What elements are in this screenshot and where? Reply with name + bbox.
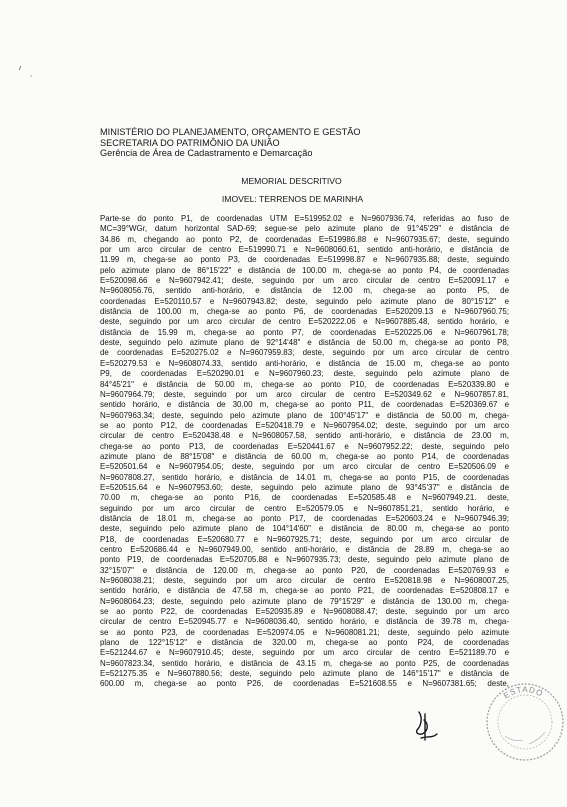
body-line: 600.00 m, chega-se ao ponto P26, de coordenadas E=521608.55 e N=9607381.65; deste,	[100, 679, 509, 689]
body-line: coordenadas E=520110.57 e N=9607943.82; deste, seguindo pelo azimute plano de 80°15'12" e	[100, 296, 509, 306]
document-title: MEMORIAL DESCRITIVO	[241, 176, 342, 186]
memorial-body	[100, 214, 509, 690]
body-line: MC=39°WGr, datum horizontal SAD-69; segue-se pelo azimute plano de 91°45'29" e distância de	[100, 224, 509, 234]
letterhead	[100, 127, 500, 159]
body-line: circular de centro E=520438.48 e N=9608057.58, sentido anti-horário, e distância de 23.00 m,	[100, 431, 509, 441]
body-line: 32°15'07" e distância de 120.00 m, chega-se ao ponto P20, de coordenadas E=520769.93 e	[100, 565, 509, 575]
body-line: N=9607964.79; deste, seguindo por um arco circular de centro E=520349.62 e N=9607857.81,	[100, 389, 509, 399]
ministry-name: MINISTÉRIO DO PLANEJAMENTO, ORÇAMENTO E GESTÃO	[100, 127, 361, 137]
property-subtitle: IMOVEL: TERRENOS DE MARINHA	[221, 194, 364, 204]
body-line: seguindo por um arco circular de centro E=520579.05 e N=9607851.21, sentido horário, e	[100, 503, 509, 513]
body-line: circular de centro E=520945.77 e N=9608036.40, sentido horário, e distância de 39.78 m, chega-	[100, 617, 509, 627]
body-line: ponto P19, de coordenadas E=520705.88 e N=9607935.73; deste, seguindo pelo azimute plano de	[100, 555, 509, 565]
body-line: se ao ponto P22, de coordenadas E=520935.89 e N=9608088.47; deste, seguindo por um arco	[100, 607, 509, 617]
body-line: E=520098.66 e N=9607942.41; deste, seguindo por um arco circular de centro E=520091.17 e	[100, 276, 509, 286]
body-line: 11.99 m, chega-se ao ponto P3, de coordenadas E=519998.87 e N=9607935.88; deste, seguindo	[100, 255, 509, 265]
body-line: E=520515.64 e N=9607953.60; deste, seguindo pelo azimute plano de 93°45'37" e distância de	[100, 482, 509, 492]
department-name: Gerência de Área de Cadastramento e Demarcação	[100, 148, 313, 159]
body-line: N=9608064.23; deste, seguindo pelo azimute plano de 79°15'29" e distância de 130.00 m, chega-	[100, 596, 509, 606]
body-line: distância de 18.01 m, chega-se ao ponto P17, de coordenadas E=520603.24 e N=9607946.39;	[100, 513, 509, 523]
body-line: distância de 100.00 m, chega-se ao ponto P6, de coordenadas E=520209.13 e N=9607960.75;	[100, 307, 509, 317]
body-line: N=9607808.27, sentido horário, e distância de 14.01 m, chega-se ao ponto P15, de coordenadas	[100, 472, 509, 482]
body-line: Parte-se do ponto P1, de coordenadas UTM E=519952.02 e N=9607936.74, referidas ao fuso de	[100, 214, 509, 223]
scan-speck-marks	[16, 60, 36, 80]
body-line: pelo azimute plano de 86°15'22" e distância de 100.00 m, chega-se ao ponto P4, de coordenadas	[100, 265, 509, 275]
body-line: N=9607963.34; deste, seguindo pelo azimute plano de 100°45'17" e distância de 50.00 m, chega-	[100, 410, 509, 420]
body-line: N=9608056.76, sentido anti-horário, e distância de 12.00 m, chega-se ao ponto P5, de	[100, 286, 509, 296]
body-line: de coordenadas E=520275.02 e N=9607959.83; deste, seguindo por um arco circular de centro	[100, 348, 509, 358]
body-line: P18, de coordenadas E=520680.77 e N=9607925.71; deste, seguindo por um arco circular de	[100, 534, 509, 544]
body-line: sentido horário, e distância de 47.58 m, chega-se ao ponto P21, de coordenadas E=520808.17 e	[100, 586, 509, 596]
body-line: deste, seguindo pelo azimute plano de 92°14'48" e distância de 50.00 m, chega-se ao ponto P8,	[100, 338, 509, 348]
secretariat-name: SECRETARIA DO PATRIMÔNIO DA UNIÃO	[100, 137, 280, 148]
body-line: distância de 15.99 m, chega-se ao ponto P7, de coordenadas E=520225.06 e N=9607961.78;	[100, 327, 509, 337]
handwritten-signature	[407, 708, 443, 744]
stamp-text: ESTADO	[501, 684, 545, 701]
body-line: chega-se ao ponto P13, de coordenadas E=520441.67 e N=9607952.22; deste, seguindo pelo	[100, 441, 509, 451]
body-line: N=9607823.34, sentido horário, e distância de 43.15 m, chega-se ao ponto P25, de coordenadas	[100, 658, 509, 668]
body-line: deste, seguindo pelo azimute plano de 104°14'60" e distância de 80.00 m, chega-se ao ponto	[100, 524, 509, 534]
body-line: sentido horário, e distância de 30.00 m, chega-se ao ponto P11, de coordenadas E=520369.67 e	[100, 400, 509, 410]
official-stamp-seal	[483, 680, 567, 764]
body-line: E=520501.64 e N=9607954.05; deste, seguindo por um arco circular de centro E=520506.09 e	[100, 462, 509, 472]
body-line: E=521275.35 e N=9607880.56; deste, seguindo pelo azimute plano de 146°15'17" e distância de	[100, 669, 509, 679]
body-line: se ao ponto P12, de coordenadas E=520418.79 e N=9607954.02; deste, seguindo por um arco	[100, 420, 509, 430]
body-line: E=521244.67 e N=9607910.45; deste, seguindo por um arco circular de centro E=521189.70 e	[100, 648, 509, 658]
body-line: 70.00 m, chega-se ao ponto P16, de coordenadas E=520585.48 e N=9607949.21. deste,	[100, 493, 509, 503]
body-line: 84°45'21" e distância de 50.00 m, chega-se ao ponto P10, de coordenadas E=520339.80 e	[100, 379, 509, 389]
body-line: N=9608038.21; deste, seguindo por um arco circular de centro E=520818.98 e N=9608007.25,	[100, 576, 509, 586]
body-line: por um arco circular de centro E=519990.71 e N=9608060.61, sentido anti-horário, e distância de	[100, 245, 509, 255]
body-line: P9, de coordenadas E=520290.01 e N=9607960.23; deste, seguindo pelo azimute plano de	[100, 369, 509, 379]
body-line: se ao ponto P23, de coordenadas E=520974.05 e N=9608081.21; deste, seguindo pelo azimute	[100, 627, 509, 637]
body-line: 34.86 m, chegando ao ponto P2, de coordenadas E=519986.88 e N=9607935.67; deste, seguindo	[100, 234, 509, 244]
body-line: azimute plano de 88°15'08" e distância de 60.00 m, chega-se ao ponto P14, de coordenadas	[100, 451, 509, 461]
body-line: deste, seguindo por um arco circular de centro E=520222.06 e N=9607885.48, sentido horário, e	[100, 317, 509, 327]
body-line: E=520279.53 e N=9608074.33, sentido anti-horário, e distância de 15.00 m, chega-se ao ponto	[100, 358, 509, 368]
body-line: plano de 122°15'12" e distância de 320.00 m, chega-se ao ponto P24, de coordenadas	[100, 638, 509, 648]
body-line: centro E=520686.44 e N=9607949.00, sentido anti-horário, e distância de 28.89 m, chega-se ao	[100, 545, 509, 554]
